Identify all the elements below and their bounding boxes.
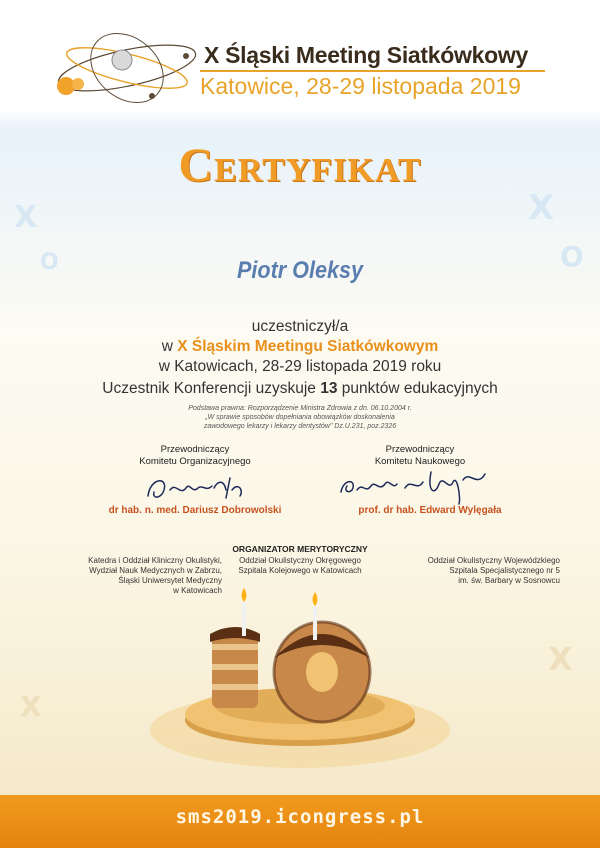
- organizer-left-line: Katedra i Oddział Kliniczny Okulistyki,: [88, 556, 222, 565]
- decor-x-bottom-left: X: [20, 690, 42, 723]
- organizer-heading: ORGANIZATOR MERYTORYCZNY: [232, 544, 368, 554]
- left-role: [110, 444, 280, 468]
- right-signature-graphic: [335, 462, 495, 508]
- website-url[interactable]: sms2019.icongress.pl: [175, 806, 425, 828]
- event-title: X Śląski Meeting Siatkówkowy: [204, 42, 528, 68]
- right-signatory-name: prof. dr hab. Edward Wylęgała: [358, 505, 502, 516]
- legal-basis: [0, 404, 600, 431]
- points-prefix: Uczestnik Konferencji uzyskuje: [102, 380, 316, 397]
- event-date: Katowice, 28-29 listopada 2019: [200, 73, 521, 99]
- decor-x-left: X: [14, 200, 38, 235]
- participation-line: [0, 318, 600, 336]
- certificate-title: Certyfikat: [178, 139, 422, 192]
- decor-o-right: O: [560, 240, 584, 273]
- legal-line-1: Podstawa prawna: Rozporządzenie Ministra Zdrowia z dn. 06.10.2004 r.: [188, 405, 412, 412]
- points-suffix: punktów edukacyjnych: [341, 380, 498, 397]
- organizer-left-line: Śląski Uniwersytet Medyczny: [118, 576, 222, 585]
- location-line: [0, 358, 600, 376]
- event-line: [0, 338, 600, 356]
- organizer-center: [225, 556, 375, 576]
- participant-name: Piotr Oleksy: [236, 257, 364, 284]
- location-text: w Katowicach, 28-29 listopada 2019 roku: [158, 358, 442, 375]
- right-role-line2: Komitetu Naukowego: [374, 456, 466, 467]
- organizer-left-line: Wydział Nauk Medycznych w Zabrzu,: [89, 566, 222, 575]
- legal-line-2: „W sprawie sposobów dopełniania obowiązków doskonalenia: [205, 414, 395, 421]
- legal-line-3: zawodowego lekarzy i lekarzy dentystów" Dz.U.231, poz.2326: [203, 423, 397, 430]
- left-role-line2: Komitetu Organizacyjnego: [139, 456, 251, 467]
- points-value: 13: [320, 380, 338, 397]
- anniversary-cake-illustration: [150, 580, 450, 815]
- organizer-center-line: Oddział Okulistyczny Okręgowego: [239, 556, 361, 565]
- decor-x-bottom-right: X: [548, 640, 573, 678]
- decor-x-right: X: [528, 188, 555, 228]
- organizer-right-line: Szpitala Specjalistycznego nr 5: [449, 566, 560, 575]
- organizer-right-line: Oddział Okulistyczny Wojewódzkiego: [427, 556, 560, 565]
- right-role-line1: Przewodniczący: [385, 444, 455, 455]
- decor-o-left: O: [40, 250, 59, 275]
- participation-text: uczestniczył/a: [251, 318, 349, 335]
- points-line: [0, 380, 600, 398]
- organizer-center-line: Szpitala Kolejowego w Katowicach: [238, 566, 362, 575]
- organizer-right-line: im. św. Barbary w Sosnowcu: [458, 576, 560, 585]
- left-role-line1: Przewodniczący: [160, 444, 230, 455]
- left-signature-graphic: [140, 468, 250, 508]
- left-signatory-name: dr hab. n. med. Dariusz Dobrowolski: [108, 505, 282, 516]
- organizer-left-line: w Katowicach: [173, 586, 222, 595]
- atom-logo-icon: [52, 26, 202, 116]
- event-line-name: X Śląskim Meetingu Siatkówkowym: [177, 338, 439, 355]
- event-line-prefix: w: [161, 338, 173, 355]
